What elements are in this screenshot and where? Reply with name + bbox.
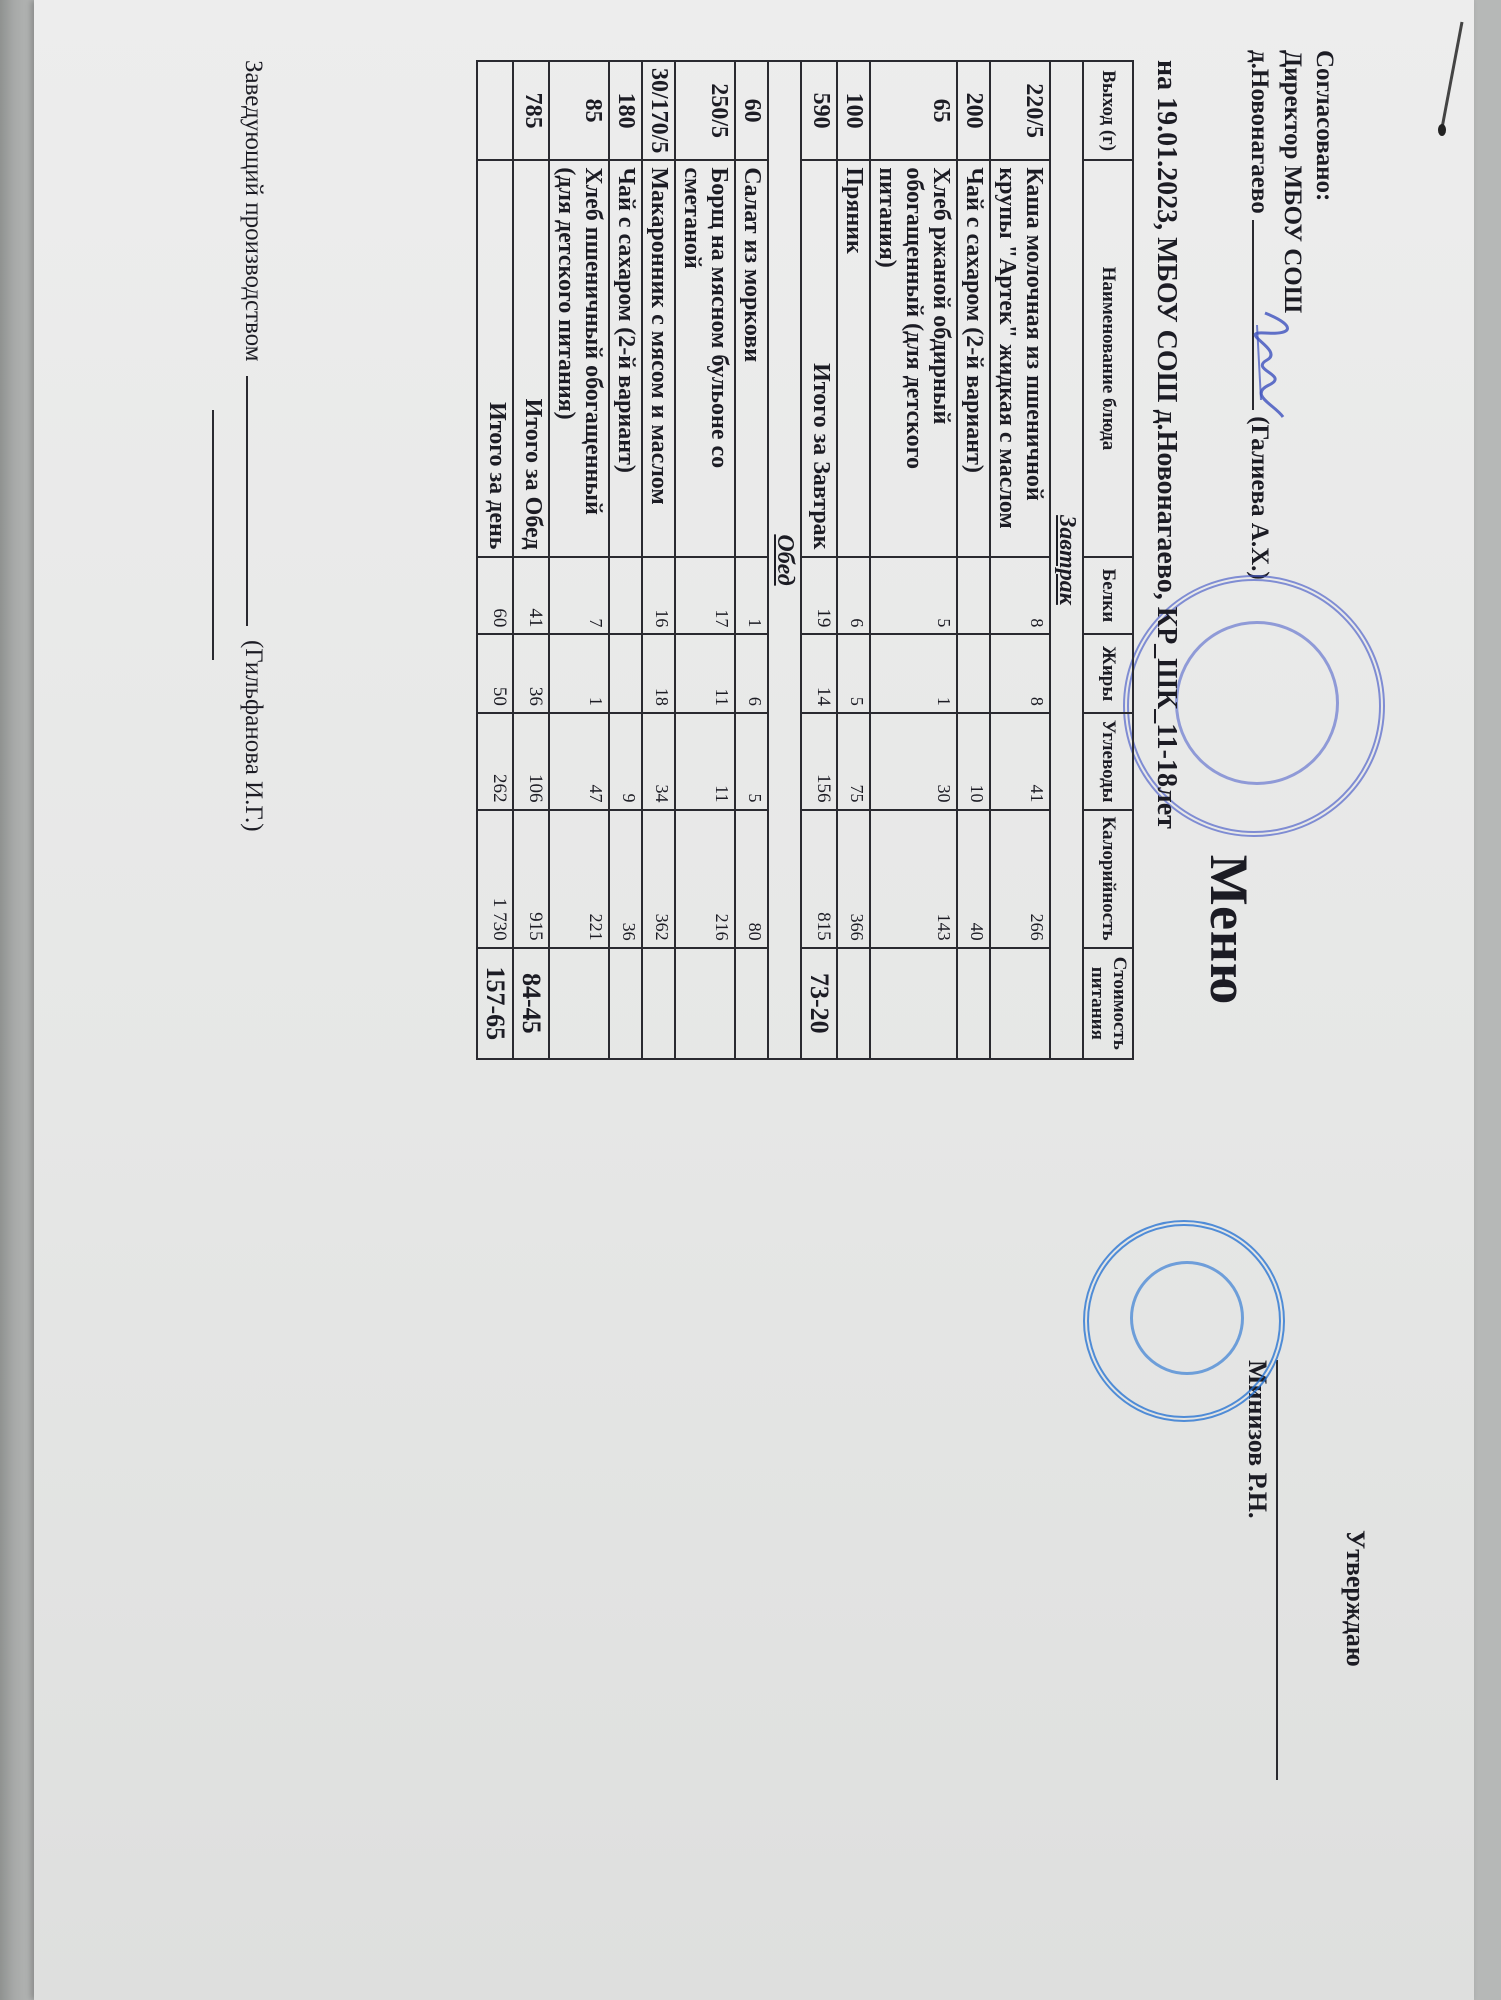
section-label: Завтрак <box>1050 61 1083 1059</box>
agreed-title: Согласовано: <box>1311 50 1338 202</box>
footer-signature <box>212 60 270 832</box>
cell-proteins: 7 <box>549 557 609 635</box>
cell-calories: 266 <box>990 810 1050 948</box>
cell-name: Борщ на мясном бульоне со сметаной <box>675 160 735 556</box>
cell-output: 250/5 <box>675 61 735 160</box>
footer-date-line <box>212 410 236 660</box>
cell-cost <box>609 948 642 1059</box>
cell-output: 785 <box>513 61 549 160</box>
total-carbs: 156 <box>801 713 837 810</box>
cell-output: 200 <box>957 61 990 160</box>
total-label: Итого за день <box>477 160 513 556</box>
total-label: Итого за Завтрак <box>801 160 837 556</box>
approver-name: Минизов Р.Н. <box>1243 1360 1272 1519</box>
cell-calories: 366 <box>837 810 870 948</box>
cell-cost <box>549 948 609 1059</box>
section-row-breakfast <box>1050 61 1083 1059</box>
cell-output: 60 <box>735 61 768 160</box>
header-cost: Стоимость питания <box>1083 948 1133 1059</box>
cell-name: Салат из моркови <box>735 160 768 556</box>
cell-carbs: 9 <box>609 713 642 810</box>
total-cost: 157-65 <box>477 948 513 1059</box>
cell-output: 85 <box>549 61 609 160</box>
total-fats: 36 <box>513 634 549 712</box>
total-proteins: 41 <box>513 557 549 635</box>
cell-calories: 80 <box>735 810 768 948</box>
table-row <box>609 61 642 1059</box>
cell-fats <box>957 634 990 712</box>
cell-carbs: 5 <box>735 713 768 810</box>
total-fats: 50 <box>477 634 513 712</box>
table-row <box>990 61 1050 1059</box>
table-row <box>642 61 675 1059</box>
cell-cost <box>870 948 957 1059</box>
cell-fats: 6 <box>735 634 768 712</box>
cell-name: Каша молочная из пшеничной крупы "Артек" жидкая с маслом <box>990 160 1050 556</box>
cell-name: Макаронник с мясом и маслом <box>642 160 675 556</box>
total-fats: 14 <box>801 634 837 712</box>
table-row <box>549 61 609 1059</box>
cell-name: Хлеб ржаной обдирный обогащенный (для детского питания) <box>870 160 957 556</box>
cell-fats: 18 <box>642 634 675 712</box>
cell-carbs: 41 <box>990 713 1050 810</box>
total-row-day <box>477 61 513 1059</box>
total-proteins: 19 <box>801 557 837 635</box>
cell-carbs: 11 <box>675 713 735 810</box>
cell-cost <box>642 948 675 1059</box>
cell-output: 590 <box>801 61 837 160</box>
approval-block-right <box>1242 1360 1370 1780</box>
cell-cost <box>735 948 768 1059</box>
menu-table <box>476 60 1134 1060</box>
agreed-village: д.Новонагаево <box>1246 50 1273 214</box>
cell-proteins <box>609 557 642 635</box>
table-row <box>870 61 957 1059</box>
cell-fats: 5 <box>837 634 870 712</box>
page-title: Меню <box>1199 854 1259 1006</box>
total-calories: 815 <box>801 810 837 948</box>
cell-calories: 362 <box>642 810 675 948</box>
cell-calories: 36 <box>609 810 642 948</box>
total-calories: 1 730 <box>477 810 513 948</box>
total-carbs: 106 <box>513 713 549 810</box>
cell-calories: 221 <box>549 810 609 948</box>
cell-cost <box>990 948 1050 1059</box>
cell-fats: 1 <box>549 634 609 712</box>
cell-proteins: 5 <box>870 557 957 635</box>
total-proteins: 60 <box>477 557 513 635</box>
cell-output: 180 <box>609 61 642 160</box>
approve-title: Утверждаю <box>1341 1530 1370 1667</box>
cell-cost <box>957 948 990 1059</box>
cell-name: Чай с сахаром (2-й вариант) <box>609 160 642 556</box>
section-row-lunch <box>768 61 801 1059</box>
total-row-lunch <box>513 61 549 1059</box>
cell-fats <box>609 634 642 712</box>
cell-proteins: 1 <box>735 557 768 635</box>
cell-carbs: 34 <box>642 713 675 810</box>
cell-proteins: 8 <box>990 557 1050 635</box>
table-header-row <box>1083 61 1133 1059</box>
cell-output <box>477 61 513 160</box>
cell-carbs: 75 <box>837 713 870 810</box>
header-fats: Жиры <box>1083 634 1133 712</box>
pin-icon <box>1436 20 1466 140</box>
agreed-name: (Галиева А.Х.) <box>1246 416 1273 580</box>
header-output: Выход (г) <box>1083 61 1133 160</box>
header-proteins: Белки <box>1083 557 1133 635</box>
cell-output: 65 <box>870 61 957 160</box>
total-carbs: 262 <box>477 713 513 810</box>
cell-fats: 1 <box>870 634 957 712</box>
table-row <box>675 61 735 1059</box>
cell-output: 220/5 <box>990 61 1050 160</box>
footer-label: Заведующий производством <box>240 60 267 362</box>
table-row <box>735 61 768 1059</box>
total-row-breakfast <box>801 61 837 1059</box>
cell-name: Пряник <box>837 160 870 556</box>
footer-name: (Гильфанова И.Г.) <box>240 639 267 832</box>
cell-cost <box>837 948 870 1059</box>
cell-carbs: 10 <box>957 713 990 810</box>
total-cost: 84-45 <box>513 948 549 1059</box>
cell-name: Чай с сахаром (2-й вариант) <box>957 160 990 556</box>
cell-proteins: 17 <box>675 557 735 635</box>
cell-output: 100 <box>837 61 870 160</box>
total-calories: 915 <box>513 810 549 948</box>
cell-name: Хлеб пшеничный обогащенный (для детского питания) <box>549 160 609 556</box>
cell-carbs: 30 <box>870 713 957 810</box>
cell-calories: 216 <box>675 810 735 948</box>
footer-signature-line <box>246 376 268 626</box>
cell-proteins: 16 <box>642 557 675 635</box>
cell-calories: 143 <box>870 810 957 948</box>
agreed-position: Директор МБОУ СОШ <box>1279 50 1306 314</box>
approve-signature-line <box>1276 1360 1312 1780</box>
table-row <box>837 61 870 1059</box>
header-name: Наименование блюда <box>1083 160 1133 556</box>
cell-carbs: 47 <box>549 713 609 810</box>
rotated-document <box>0 20 1380 1840</box>
cell-proteins <box>957 557 990 635</box>
total-cost: 73-20 <box>801 948 837 1059</box>
cell-cost <box>675 948 735 1059</box>
cell-output: 30/170/5 <box>642 61 675 160</box>
cell-calories: 40 <box>957 810 990 948</box>
cell-fats: 8 <box>990 634 1050 712</box>
page-subtitle: на 19.01.2023, МБОУ СОШ д.Новонагаево, КР_ШК_11-18лет <box>1151 60 1182 829</box>
cell-proteins: 6 <box>837 557 870 635</box>
header-calories: Калорийность <box>1083 810 1133 948</box>
table-row <box>957 61 990 1059</box>
cell-fats: 11 <box>675 634 735 712</box>
total-label: Итого за Обед <box>513 160 549 556</box>
header-carbs: Углеводы <box>1083 713 1133 810</box>
section-label: Обед <box>768 61 801 1059</box>
